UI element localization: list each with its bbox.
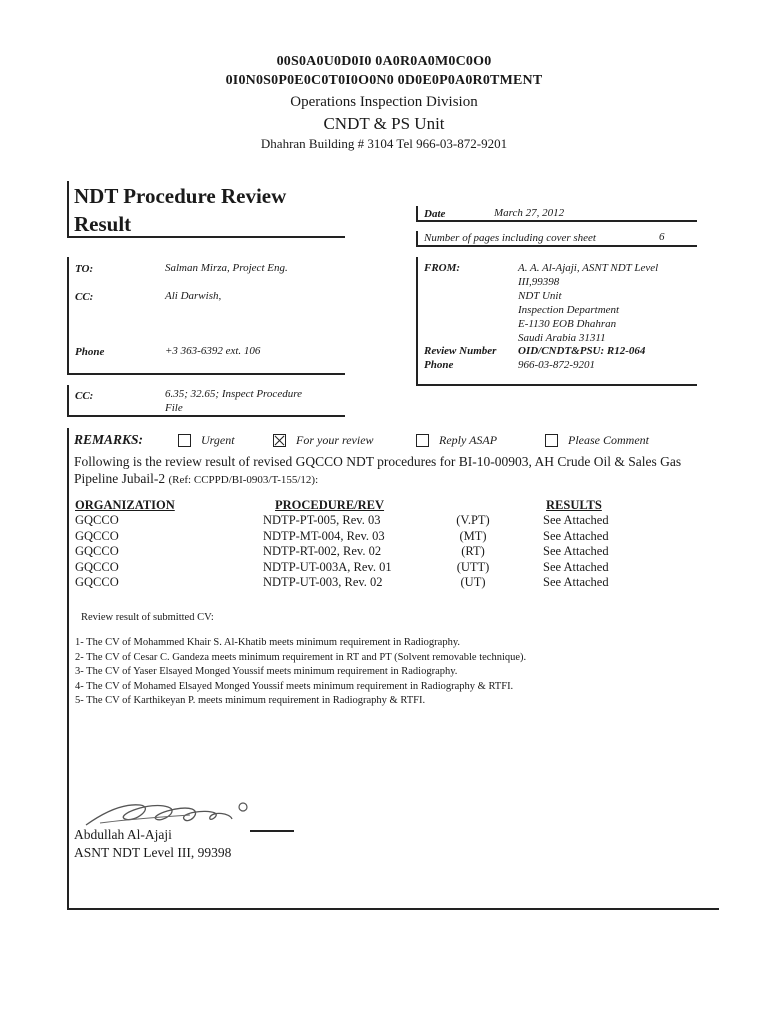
table-row-result: See Attached [543, 513, 609, 527]
from-line: Inspection Department [518, 304, 620, 316]
phone-value: +3 363-6392 ext. 106 [165, 345, 261, 357]
from-phone-label: Phone [424, 359, 454, 371]
date-label: Date [424, 208, 446, 220]
table-row-org: GQCCO [75, 544, 119, 558]
from-phone-value: 966-03-872-9201 [518, 359, 595, 371]
from-block-bar [416, 257, 418, 385]
list-item: 5- The CV of Karthikeyan P. meets minimum requirement in Radiography & RTFI. [75, 695, 426, 706]
list-item: 3- The CV of Yaser Elsayed Monged Youssif meets minimum requirement in Radiography. [75, 666, 458, 677]
remarks-row [74, 432, 649, 448]
page-title: NDT Procedure Review Result [74, 184, 287, 236]
results-column [543, 513, 609, 591]
table-row-method: (UTT) [456, 559, 490, 574]
table-row-result: See Attached [543, 559, 609, 574]
cc-block-line: File [165, 401, 183, 414]
table-row-org: GQCCO [75, 528, 119, 543]
table-row-method: (RT) [461, 544, 485, 558]
cv-review-list [75, 636, 526, 709]
title-bar [67, 181, 69, 237]
remarks-reference: (Ref: CCPPD/BI-0903/T-155/12): [168, 474, 319, 486]
from-line: E-1130 EOB Dhahran [518, 318, 617, 330]
review-number-label: Review Number [424, 345, 497, 357]
table-row-org: GQCCO [75, 575, 119, 589]
table-row-procedure: NDTP-UT-003, Rev. 02 [263, 575, 383, 589]
cc-value: Ali Darwish, [165, 290, 222, 302]
signatory-block [74, 826, 231, 862]
reply-asap-checkbox[interactable] [416, 434, 429, 447]
col-header-results: RESULTS [546, 498, 602, 512]
pages-value: 6 [659, 231, 665, 243]
from-line: A. A. Al-Ajaji, ASNT NDT Level [518, 262, 659, 274]
please-comment-label: Please Comment [568, 432, 649, 447]
cc-block-bar [67, 385, 69, 416]
from-line: Saudi Arabia 31311 [518, 332, 606, 344]
cc-block-underline [67, 415, 345, 417]
date-underline [416, 220, 697, 222]
reply-asap-label: Reply ASAP [439, 432, 498, 447]
to-value: Salman Mirza, Project Eng. [165, 262, 288, 274]
remarks-text [74, 453, 714, 489]
table-row-org: GQCCO [75, 513, 119, 527]
from-block-underline [416, 384, 697, 386]
col-header-organization: ORGANIZATION [75, 498, 175, 512]
address-line: Dhahran Building # 3104 Tel 966-03-872-9201 [260, 136, 508, 151]
table-row-method: (V.PT) [456, 513, 490, 527]
table-row-org: GQCCO [75, 559, 119, 574]
table-row-method: (MT) [459, 528, 487, 543]
cc-block-text [165, 388, 302, 415]
to-block-bar [67, 257, 69, 374]
main-frame-left [67, 428, 69, 910]
from-label: FROM: [424, 262, 461, 274]
date-value: March 27, 2012 [494, 207, 565, 219]
for-your-review-label: For your review [296, 432, 374, 447]
cc-block-line: 6.35; 32.65; Inspect Procedure [165, 388, 302, 400]
header-line-1: 00S0A0U0D0I0 0A0R0A0M0C0O0 [276, 54, 492, 69]
please-comment-checkbox[interactable] [545, 434, 558, 447]
from-line: NDT Unit [518, 290, 562, 302]
cv-review-heading: Review result of submitted CV: [81, 612, 214, 623]
for-your-review-checkbox[interactable] [273, 434, 286, 447]
signatory-title: ASNT NDT Level III, 99398 [74, 845, 232, 860]
main-frame-bottom [67, 908, 719, 910]
to-block-underline [67, 373, 345, 375]
unit-name: CNDT & PS Unit [323, 114, 445, 133]
review-number-value: OID/CNDT&PSU: R12-064 [518, 345, 646, 357]
remarks-sentence: Following is the review result of revised GQCCO NDT procedures for BI-10-00903, AH Crude Oil & Sales Gas Pipeline Jubail-2 [74, 454, 682, 486]
list-item: 1- The CV of Mohammed Khair S. Al-Khatib meets minimum requirement in Radiography. [75, 637, 461, 648]
pages-bar [416, 231, 418, 246]
table-row-result: See Attached [543, 528, 609, 543]
to-label: TO: [75, 263, 94, 275]
table-row-procedure: NDTP-MT-004, Rev. 03 [263, 528, 385, 543]
col-header-procedure: PROCEDURE/REV [275, 498, 385, 512]
pages-label: Number of pages including cover sheet [424, 232, 596, 244]
table-row-result: See Attached [543, 544, 609, 558]
table-row-procedure: NDTP-PT-005, Rev. 03 [263, 513, 381, 527]
table-row-method: (UT) [460, 575, 486, 589]
list-item: 4- The CV of Mohamed Elsayed Monged Youssif meets minimum requirement in Radiography & RTFI. [75, 680, 514, 692]
method-column [452, 513, 494, 591]
table-row-result: See Attached [543, 575, 609, 589]
org-column [75, 513, 119, 591]
from-line: III,99398 [518, 276, 560, 288]
date-bar [416, 206, 418, 221]
header-line-2: 0I0N0S0P0E0C0T0I0O0N0 0D0E0P0A0R0TMENT [225, 73, 543, 88]
procedure-column [263, 513, 392, 591]
cc-block-label: CC: [75, 390, 94, 402]
table-row-procedure: NDTP-UT-003A, Rev. 01 [263, 559, 392, 574]
cc-label: CC: [75, 291, 94, 303]
phone-label: Phone [75, 346, 105, 358]
from-address [518, 261, 658, 345]
list-item: 2- The CV of Cesar C. Gandeza meets minimum requirement in RT and PT (Solvent removable technique). [75, 651, 527, 663]
table-row-procedure: NDTP-RT-002, Rev. 02 [263, 544, 382, 558]
remarks-label: REMARKS: [74, 432, 144, 447]
title-underline [67, 236, 345, 238]
urgent-label: Urgent [201, 432, 235, 447]
division-name: Operations Inspection Division [290, 94, 478, 110]
signature-line [250, 830, 294, 832]
signatory-name: Abdullah Al-Ajaji [74, 827, 172, 842]
pages-underline [416, 245, 697, 247]
urgent-checkbox[interactable] [178, 434, 191, 447]
